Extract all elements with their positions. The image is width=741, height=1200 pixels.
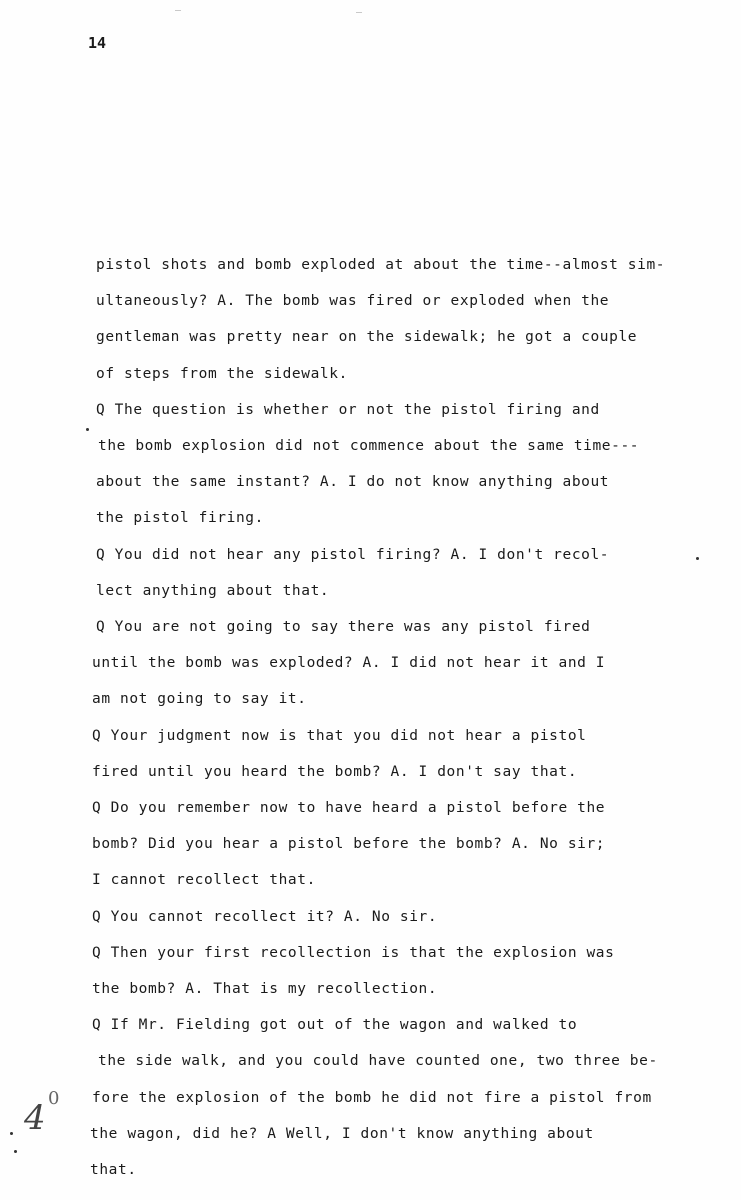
- transcript-line: gentleman was pretty near on the sidewalk; he got a couple: [96, 329, 638, 345]
- transcript-line: bomb? Did you hear a pistol before the bomb? A. No sir;: [92, 836, 606, 852]
- transcript-line: Q If Mr. Fielding got out of the wagon and walked to: [92, 1017, 578, 1033]
- transcript-line: am not going to say it.: [92, 691, 307, 707]
- scan-mark: ‾: [175, 10, 182, 21]
- transcript-line: the wagon, did he? A Well, I don't know anything about: [90, 1126, 594, 1142]
- scan-speck: [696, 557, 699, 560]
- transcript-line: Q Then your first recollection is that the explosion was: [92, 945, 615, 961]
- transcript-line: fired until you heard the bomb? A. I don't say that.: [92, 764, 578, 780]
- transcript-line: until the bomb was exploded? A. I did not hear it and I: [92, 655, 606, 671]
- page-number: 14: [88, 34, 107, 52]
- transcript-line: the bomb? A. That is my recollection.: [92, 981, 438, 997]
- transcript-line: that.: [90, 1162, 137, 1178]
- transcript-line: about the same instant? A. I do not know anything about: [96, 474, 610, 490]
- transcript-line: the side walk, and you could have counted one, two three be-: [98, 1053, 658, 1069]
- transcript-line: Q Your judgment now is that you did not hear a pistol: [92, 728, 587, 744]
- transcript-line: Q You did not hear any pistol firing? A. I don't recol-: [96, 547, 610, 563]
- transcript-line: the pistol firing.: [96, 510, 264, 526]
- transcript-line: I cannot recollect that.: [92, 872, 316, 888]
- handwritten-margin-note-tail: 0: [48, 1088, 60, 1109]
- transcript-line: Q Do you remember now to have heard a pistol before the: [92, 800, 606, 816]
- transcript-line: ultaneously? A. The bomb was fired or exploded when the: [96, 293, 610, 309]
- transcript-line: Q You are not going to say there was any pistol fired: [96, 619, 591, 635]
- scan-speck: [14, 1150, 17, 1153]
- handwritten-margin-note: 4: [24, 1098, 46, 1138]
- scan-mark: ‾: [356, 12, 363, 23]
- scan-speck: [10, 1132, 13, 1135]
- transcript-line: pistol shots and bomb exploded at about the time--almost sim-: [96, 257, 666, 273]
- transcript-line: Q The question is whether or not the pistol firing and: [96, 402, 600, 418]
- transcript-line: the bomb explosion did not commence about the same time---: [98, 438, 640, 454]
- transcript-line: fore the explosion of the bomb he did not fire a pistol from: [92, 1090, 652, 1106]
- transcript-line: of steps from the sidewalk.: [96, 366, 348, 382]
- transcript-line: Q You cannot recollect it? A. No sir.: [92, 909, 438, 925]
- scan-speck: [86, 428, 89, 431]
- transcript-line: lect anything about that.: [96, 583, 330, 599]
